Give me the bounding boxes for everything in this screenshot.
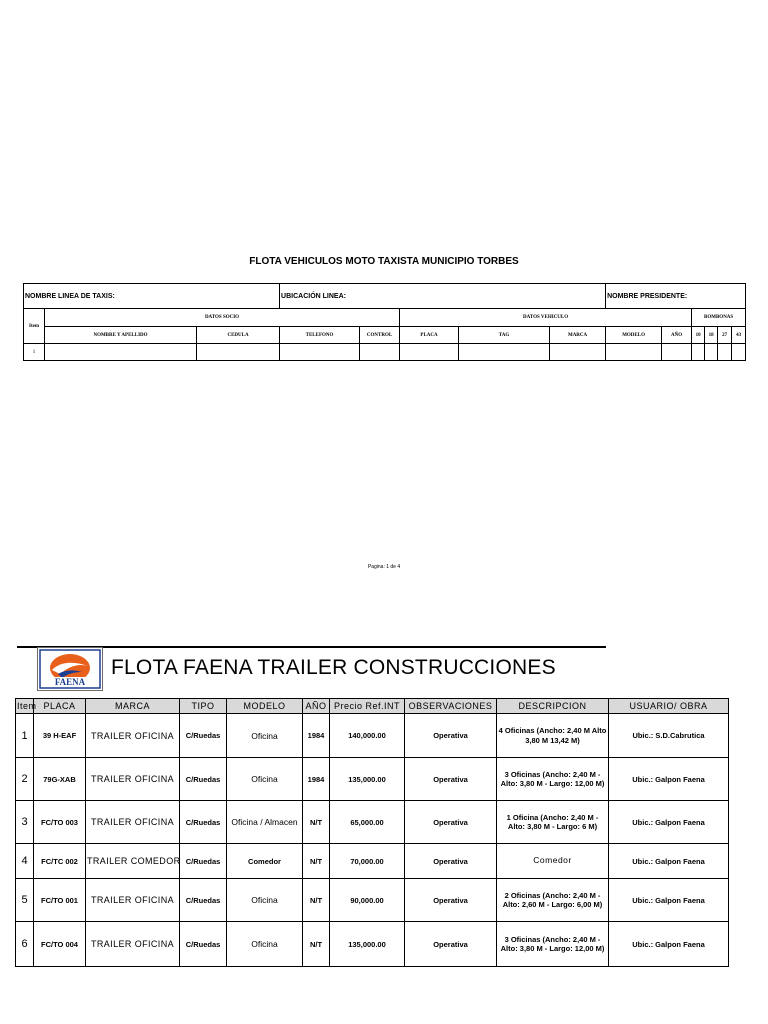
member-data-group: DATOS SOCIO — [45, 309, 400, 327]
column-header-item: Item — [16, 699, 34, 714]
empty-cell — [705, 344, 718, 361]
modelo-cell: Oficina — [227, 922, 303, 967]
descripcion-cell: 1 Oficina (Ancho: 2,40 M - Alto: 3,80 M - Largo: 6 M) — [497, 801, 609, 844]
anio-cell: 1984 — [303, 758, 330, 801]
page1-title: FLOTA VEHICULOS MOTO TAXISTA MUNICIPIO TORBES — [249, 256, 519, 267]
column-header: TELEFONO — [280, 327, 360, 344]
trailer-fleet-table — [15, 698, 729, 967]
observaciones-cell: Operativa — [405, 714, 497, 758]
empty-cell — [606, 344, 662, 361]
line-location-label: UBICACIÓN LINEA: — [280, 284, 606, 309]
usuario-cell: Ubic.: Galpon Faena — [609, 801, 729, 844]
observaciones-cell: Operativa — [405, 844, 497, 879]
placa-cell: 79G-XAB — [34, 758, 86, 801]
marca-cell: TRAILER OFICINA — [86, 879, 180, 922]
usuario-cell: Ubic.: Galpon Faena — [609, 879, 729, 922]
anio-cell: N/T — [303, 801, 330, 844]
column-header: TAG — [459, 327, 550, 344]
modelo-cell: Oficina — [227, 758, 303, 801]
empty-cell — [400, 344, 459, 361]
empty-cell — [360, 344, 400, 361]
precio-cell: 90,000.00 — [330, 879, 405, 922]
tipo-cell: C/Ruedas — [180, 879, 227, 922]
column-header: CONTROL — [360, 327, 400, 344]
usuario-cell: Ubic.: Galpon Faena — [609, 758, 729, 801]
page-number: Pagina: 1 de 4 — [367, 564, 401, 570]
descripcion-cell: 2 Oficinas (Ancho: 2,40 M - Alto: 2,60 M - Largo: 6,00 M) — [497, 879, 609, 922]
precio-cell: 65,000.00 — [330, 801, 405, 844]
modelo-cell: Oficina / Almacen — [227, 801, 303, 844]
observaciones-cell: Operativa — [405, 922, 497, 967]
tipo-cell: C/Ruedas — [180, 714, 227, 758]
table-row — [24, 344, 746, 361]
anio-cell: 1984 — [303, 714, 330, 758]
empty-cell — [197, 344, 280, 361]
marca-cell: TRAILER OFICINA — [86, 922, 180, 967]
marca-cell: TRAILER COMEDOR — [86, 844, 180, 879]
logo-text: FAENA — [54, 677, 86, 687]
column-header: AÑO — [662, 327, 692, 344]
item-number: 6 — [16, 922, 34, 967]
tipo-cell: C/Ruedas — [180, 922, 227, 967]
precio-cell: 70,000.00 — [330, 844, 405, 879]
placa-cell: FC/TO 003 — [34, 801, 86, 844]
modelo-cell: Comedor — [227, 844, 303, 879]
precio-cell: 140,000.00 — [330, 714, 405, 758]
modelo-cell: Oficina — [227, 879, 303, 922]
taxi-line-name-label: NOMBRE LINEA DE TAXIS: — [24, 284, 280, 309]
column-header: 27 — [718, 327, 732, 344]
taxi-fleet-table — [23, 283, 746, 361]
column-header-marca: MARCA — [86, 699, 180, 714]
column-header: MARCA — [550, 327, 606, 344]
column-header: NOMBRE Y APELLIDO — [45, 327, 197, 344]
column-header: 18 — [705, 327, 718, 344]
descripcion-cell: 3 Oficinas (Ancho: 2,40 M - Alto: 3,80 M - Largo: 12,00 M) — [497, 758, 609, 801]
president-name-label: NOMBRE PRESIDENTE: — [606, 284, 746, 309]
placa-cell: FC/TO 004 — [34, 922, 86, 967]
table-row — [16, 922, 729, 967]
item-number: 5 — [16, 879, 34, 922]
empty-cell — [732, 344, 746, 361]
empty-cell — [692, 344, 705, 361]
observaciones-cell: Operativa — [405, 801, 497, 844]
column-header-descripcion: DESCRIPCION — [497, 699, 609, 714]
column-header: 10 — [692, 327, 705, 344]
item-number: 3 — [16, 801, 34, 844]
column-header: CEDULA — [197, 327, 280, 344]
table-row — [16, 844, 729, 879]
usuario-cell: Ubic.: Galpon Faena — [609, 922, 729, 967]
tipo-cell: C/Ruedas — [180, 844, 227, 879]
precio-cell: 135,000.00 — [330, 922, 405, 967]
descripcion-cell: Comedor — [497, 844, 609, 879]
precio-cell: 135,000.00 — [330, 758, 405, 801]
item-number: 1 — [16, 714, 34, 758]
modelo-cell: Oficina — [227, 714, 303, 758]
column-header: 43 — [732, 327, 746, 344]
anio-cell: N/T — [303, 922, 330, 967]
empty-cell — [550, 344, 606, 361]
column-header-precio: Precio Ref.INT — [330, 699, 405, 714]
title-divider — [17, 646, 606, 648]
descripcion-cell: 4 Oficinas (Ancho: 2,40 M Alto 3,80 M 13,42 M) — [497, 714, 609, 758]
tipo-cell: C/Ruedas — [180, 801, 227, 844]
column-header-placa: PLACA — [34, 699, 86, 714]
usuario-cell: Ubic.: Galpon Faena — [609, 844, 729, 879]
observaciones-cell: Operativa — [405, 758, 497, 801]
placa-cell: FC/TC 002 — [34, 844, 86, 879]
empty-cell — [280, 344, 360, 361]
tipo-cell: C/Ruedas — [180, 758, 227, 801]
item-number: 1 — [24, 344, 45, 361]
anio-cell: N/T — [303, 879, 330, 922]
empty-cell — [718, 344, 732, 361]
table-row — [16, 879, 729, 922]
table-row — [16, 758, 729, 801]
column-header: MODELO — [606, 327, 662, 344]
column-header-tipo: TIPO — [180, 699, 227, 714]
placa-cell: FC/TO 001 — [34, 879, 86, 922]
column-header-modelo: MODELO — [227, 699, 303, 714]
empty-cell — [45, 344, 197, 361]
page2-title: FLOTA FAENA TRAILER CONSTRUCCIONES — [111, 656, 556, 679]
marca-cell: TRAILER OFICINA — [86, 801, 180, 844]
anio-cell: N/T — [303, 844, 330, 879]
column-header: PLACA — [400, 327, 459, 344]
table-row — [16, 714, 729, 758]
column-header-anio: AÑO — [303, 699, 330, 714]
table-row — [16, 801, 729, 844]
descripcion-cell: 3 Oficinas (Ancho: 2,40 M - Alto: 3,80 M - Largo: 12,00 M) — [497, 922, 609, 967]
vehicle-data-group: DATOS VEHICULO — [400, 309, 692, 327]
item-number: 4 — [16, 844, 34, 879]
empty-cell — [662, 344, 692, 361]
faena-logo — [37, 647, 103, 691]
gas-tanks-group: BOMBONAS — [692, 309, 746, 327]
column-header-usuario: USUARIO/ OBRA — [609, 699, 729, 714]
placa-cell: 39 H-EAF — [34, 714, 86, 758]
column-header-observaciones: OBSERVACIONES — [405, 699, 497, 714]
usuario-cell: Ubic.: S.D.Cabrutica — [609, 714, 729, 758]
item-column-header: Item — [24, 309, 45, 344]
marca-cell: TRAILER OFICINA — [86, 758, 180, 801]
observaciones-cell: Operativa — [405, 879, 497, 922]
item-number: 2 — [16, 758, 34, 801]
marca-cell: TRAILER OFICINA — [86, 714, 180, 758]
empty-cell — [459, 344, 550, 361]
